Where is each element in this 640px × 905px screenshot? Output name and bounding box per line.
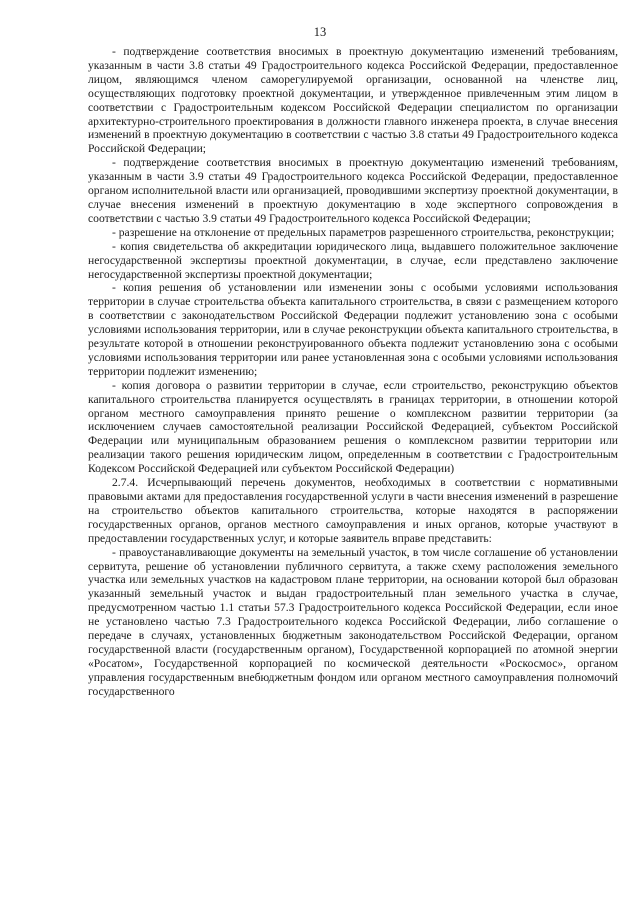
document-body — [88, 45, 618, 699]
paragraph-deviation-permit: - разрешение на отклонение от предельных параметров разрешенного строительства, реконструкции; — [112, 225, 615, 239]
paragraph-confirmation-3-9: - подтверждение соответствия вносимых в проектную документацию изменений требованиям, указанным в части 3.9 статьи 49 Градостроительного кодекса Российской Федерации, предоставленное органом исполнительной власти или организацией, проводившими экспертизу проектной документации, в случае внесения изменений в проектную документацию в ходе экспертного сопровождения в соответствии с частью 3.9 статьи 49 Градостроительного кодекса Российской Федерации; — [88, 156, 618, 225]
paragraph-special-zone-decision: - копия решения об установлении или изменении зоны с особыми условиями использования территории в случае строительства объекта капитального строительства, в связи с размещением которого в соответствии с законодательством Российской Федерации подлежит установлению зона с особыми условиями использования территории, или в случае реконструкции объекта капитального строительства, в результате которой в отношении реконструированного объекта подлежит установлению зона с особыми условиями использования территории или ранее установленная зона с особыми условиями использования территории подлежит изменению; — [88, 281, 618, 378]
page-number: 13 — [313, 25, 327, 39]
paragraph-confirmation-3-8: - подтверждение соответствия вносимых в проектную документацию изменений требованиям, указанным в части 3.8 статьи 49 Градостроительного кодекса Российской Федерации, предоставленное лицом, являющимся членом саморегулируемой организации, основанной на членстве лиц, осуществляющих подготовку проектной документации, и утвержденное привлеченным этим лицом в соответствии с Градостроительным кодексом Российской Федерации специалистом по организации архитектурно-строительного проектирования в должности главного инженера проекта, в случае внесения изменений в проектную документацию в соответствии с частью 3.8 статьи 49 Градостроительного кодекса Российской Федерации; — [88, 45, 618, 156]
paragraph-territory-development-contract: - копия договора о развитии территории в случае, если строительство, реконструкцию объектов капитального строительства планируется осуществлять в границах территории, в отношении которой органом местного самоуправления принято решение о комплексном развитии территории (за исключением случаев самостоятельной реализации Российской Федерацией, субъектом Российской Федерации или муниципальным образованием решения о комплексном развитии территории или реализации такого решения юридическим лицом, определенным в соответствии с Градостроительным Кодексом Российской Федерацией или субъектом Российской Федерации) — [88, 378, 618, 476]
paragraph-section-2-7-4: 2.7.4. Исчерпывающий перечень документов, необходимых в соответствии с нормативными правовыми актами для предоставления государственной услуги в части внесения изменений в разрешение на строительство объектов капитального строительства, которые находятся в распоряжении государственных органов, органов местного самоуправления и иных органов, которые участвуют в предоставлении государственных услуг, и которые заявитель вправе представить: — [88, 476, 618, 545]
paragraph-land-title-documents: - правоустанавливающие документы на земельный участок, в том числе соглашение об установлении сервитута, решение об установлении публичного сервитута, а также схему расположения земельного участка или земельных участков на кадастровом плане территории, на основании которой был образован указанный земельный участок и выдан градостроительный план земельного участка в случае, предусмотренном частью 1.1 статьи 57.3 Градостроительного кодекса Российской Федерации, если иное не установлено частью 7.3 Градостроительного кодекса Российской Федерации, либо соглашение о передаче в случаях, установленных бюджетным законодательством Российской Федерации, органом государственной власти (государственным органом), Государственной корпорацией по атомной энергии «Росатом», Государственной корпорацией по космической деятельности «Роскосмос», органом управления государственным внебюджетным фондом или органом местного самоуправления полномочий государственного — [88, 545, 618, 698]
paragraph-accreditation-copy: - копия свидетельства об аккредитации юридического лица, выдавшего положительное заключение негосударственной экспертизы проектной документации, в случае, если представлено заключение негосударственной экспертизы проектной документации; — [88, 239, 618, 281]
